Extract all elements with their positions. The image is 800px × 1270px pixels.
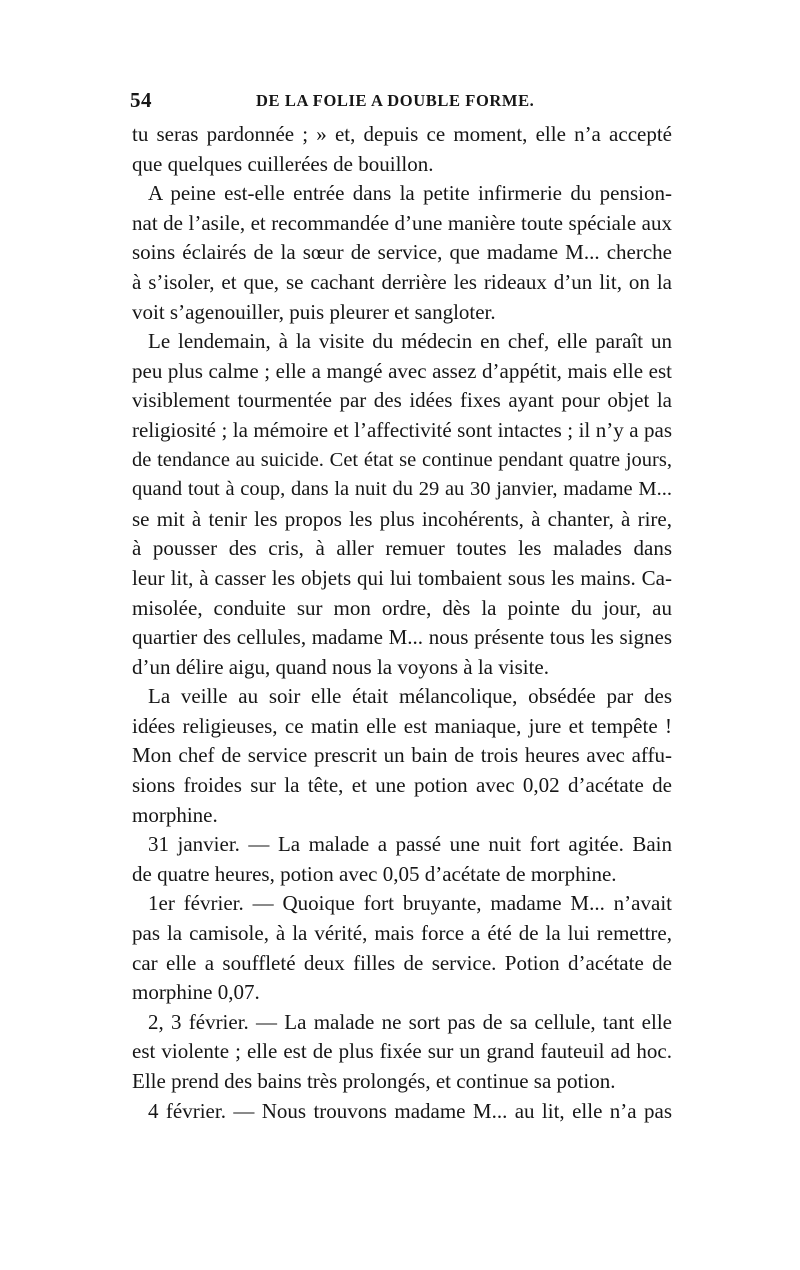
text-line: que quelques cuillerées de bouillon. [132, 151, 434, 176]
text-line: peu plus calme ; elle a mangé avec assez d’appétit, mais elle est [132, 358, 672, 383]
page-number: 54 [130, 88, 152, 112]
text-line: voit s’agenouiller, puis pleurer et sangloter. [132, 299, 496, 324]
text-line: soins éclairés de la sœur de service, que madame M... cherche [132, 240, 672, 265]
text-line: de tendance au suicide. Cet état se continue pendant quatre jours, [132, 448, 672, 471]
text-line: nat de l’asile, et recommandée d’une manière toute spéciale aux [132, 210, 672, 235]
text-line: d’un délire aigu, quand nous la voyons à la visite. [132, 654, 549, 679]
text-line: sions froides sur la tête, et une potion avec 0,02 d’acétate de [132, 773, 672, 798]
running-title: DE LA FOLIE A DOUBLE FORME. [256, 91, 535, 110]
text-line: 1er février. — Quoique fort bruyante, madame M... n’avait [148, 891, 672, 916]
text-line: leur lit, à casser les objets qui lui tombaient sous les mains. Ca- [132, 565, 672, 590]
text-line: Le lendemain, à la visite du médecin en chef, elle paraît un [148, 329, 672, 354]
text-line: pas la camisole, à la vérité, mais force a été de la lui remettre, [132, 921, 672, 946]
text-line: visiblement tourmentée par des idées fixes ayant pour objet la [132, 388, 672, 413]
text-line: est violente ; elle est de plus fixée sur un grand fauteuil ad hoc. [132, 1039, 672, 1064]
text-line: morphine. [132, 802, 218, 827]
text-line: quand tout à coup, dans la nuit du 29 au 30 janvier, madame M... [132, 478, 672, 501]
text-line: religiosité ; la mémoire et l’affectivité sont intactes ; il n’y a pas [132, 417, 672, 442]
body-text [132, 120, 672, 1126]
text-line: A peine est-elle entrée dans la petite infirmerie du pension- [148, 181, 672, 206]
text-line: se mit à tenir les propos les plus incohérents, à chanter, à rire, [132, 506, 672, 531]
text-line: 4 février. — Nous trouvons madame M... au lit, elle n’a pas [148, 1098, 672, 1123]
text-line: Elle prend des bains très prolongés, et continue sa potion. [132, 1069, 616, 1093]
text-line: Mon chef de service prescrit un bain de trois heures avec affu- [132, 743, 672, 768]
text-line: de quatre heures, potion avec 0,05 d’acétate de morphine. [132, 861, 617, 886]
text-line: à pousser des cris, à aller remuer toutes les malades dans [132, 536, 672, 561]
text-line: 2, 3 février. — La malade ne sort pas de sa cellule, tant elle [148, 1009, 672, 1034]
text-line: 31 janvier. — La malade a passé une nuit fort agitée. Bain [148, 832, 672, 857]
text-line: tu seras pardonnée ; » et, depuis ce moment, elle n’a accepté [132, 122, 672, 146]
text-line: idées religieuses, ce matin elle est maniaque, jure et tempête ! [132, 713, 672, 738]
page-header [130, 88, 670, 114]
text-line: La veille au soir elle était mélancolique, obsédée par des [148, 684, 672, 709]
text-line: morphine 0,07. [132, 980, 260, 1005]
text-line: à s’isoler, et que, se cachant derrière les rideaux d’un lit, on la [132, 269, 672, 294]
text-line: car elle a souffleté deux filles de service. Potion d’acétate de [132, 950, 672, 975]
text-line: quartier des cellules, madame M... nous présente tous les signes [132, 625, 672, 650]
text-line: misolée, conduite sur mon ordre, dès la pointe du jour, au [132, 595, 672, 620]
